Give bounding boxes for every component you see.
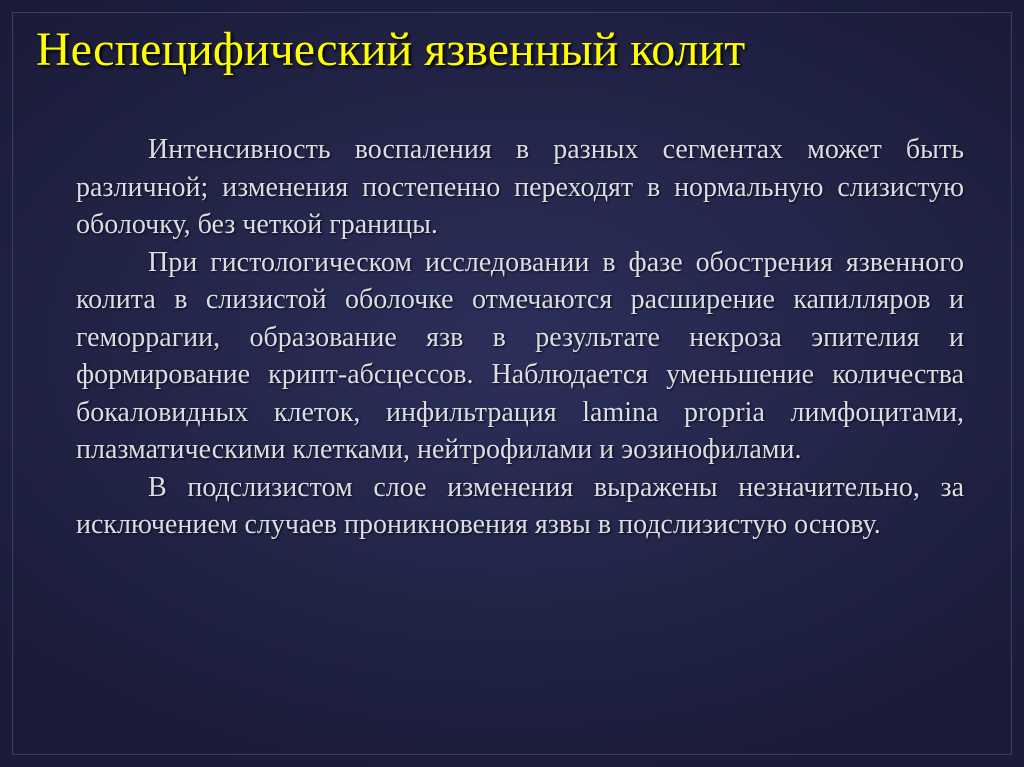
paragraph-intensity: Интенсивность воспаления в разных сегментах может быть различной; изменения постепенно переходят в нормальную слизистую оболочку, без четкой границы. xyxy=(76,134,964,240)
slide-title: Неспецифический язвенный колит xyxy=(36,23,746,76)
paragraph-histology: При гистологическом исследовании в фазе обострения язвенного колита в слизистой оболочке отмечаются расширение капилляров и геморрагии, образование язв в результате некроза эпителия и формирование крипт-абсцессов. Наблюдается уменьшение количества бокаловидных клеток, инфильтрация lamina propria лимфоцитами, плазматическими клетками, нейтрофилами и эозинофилами. xyxy=(76,246,964,465)
paragraph-submucosa: В подслизистом слое изменения выражены незначительно, за исключением случаев проникновения язвы в подслизистую основу. xyxy=(76,471,964,540)
slide-body xyxy=(76,131,964,544)
